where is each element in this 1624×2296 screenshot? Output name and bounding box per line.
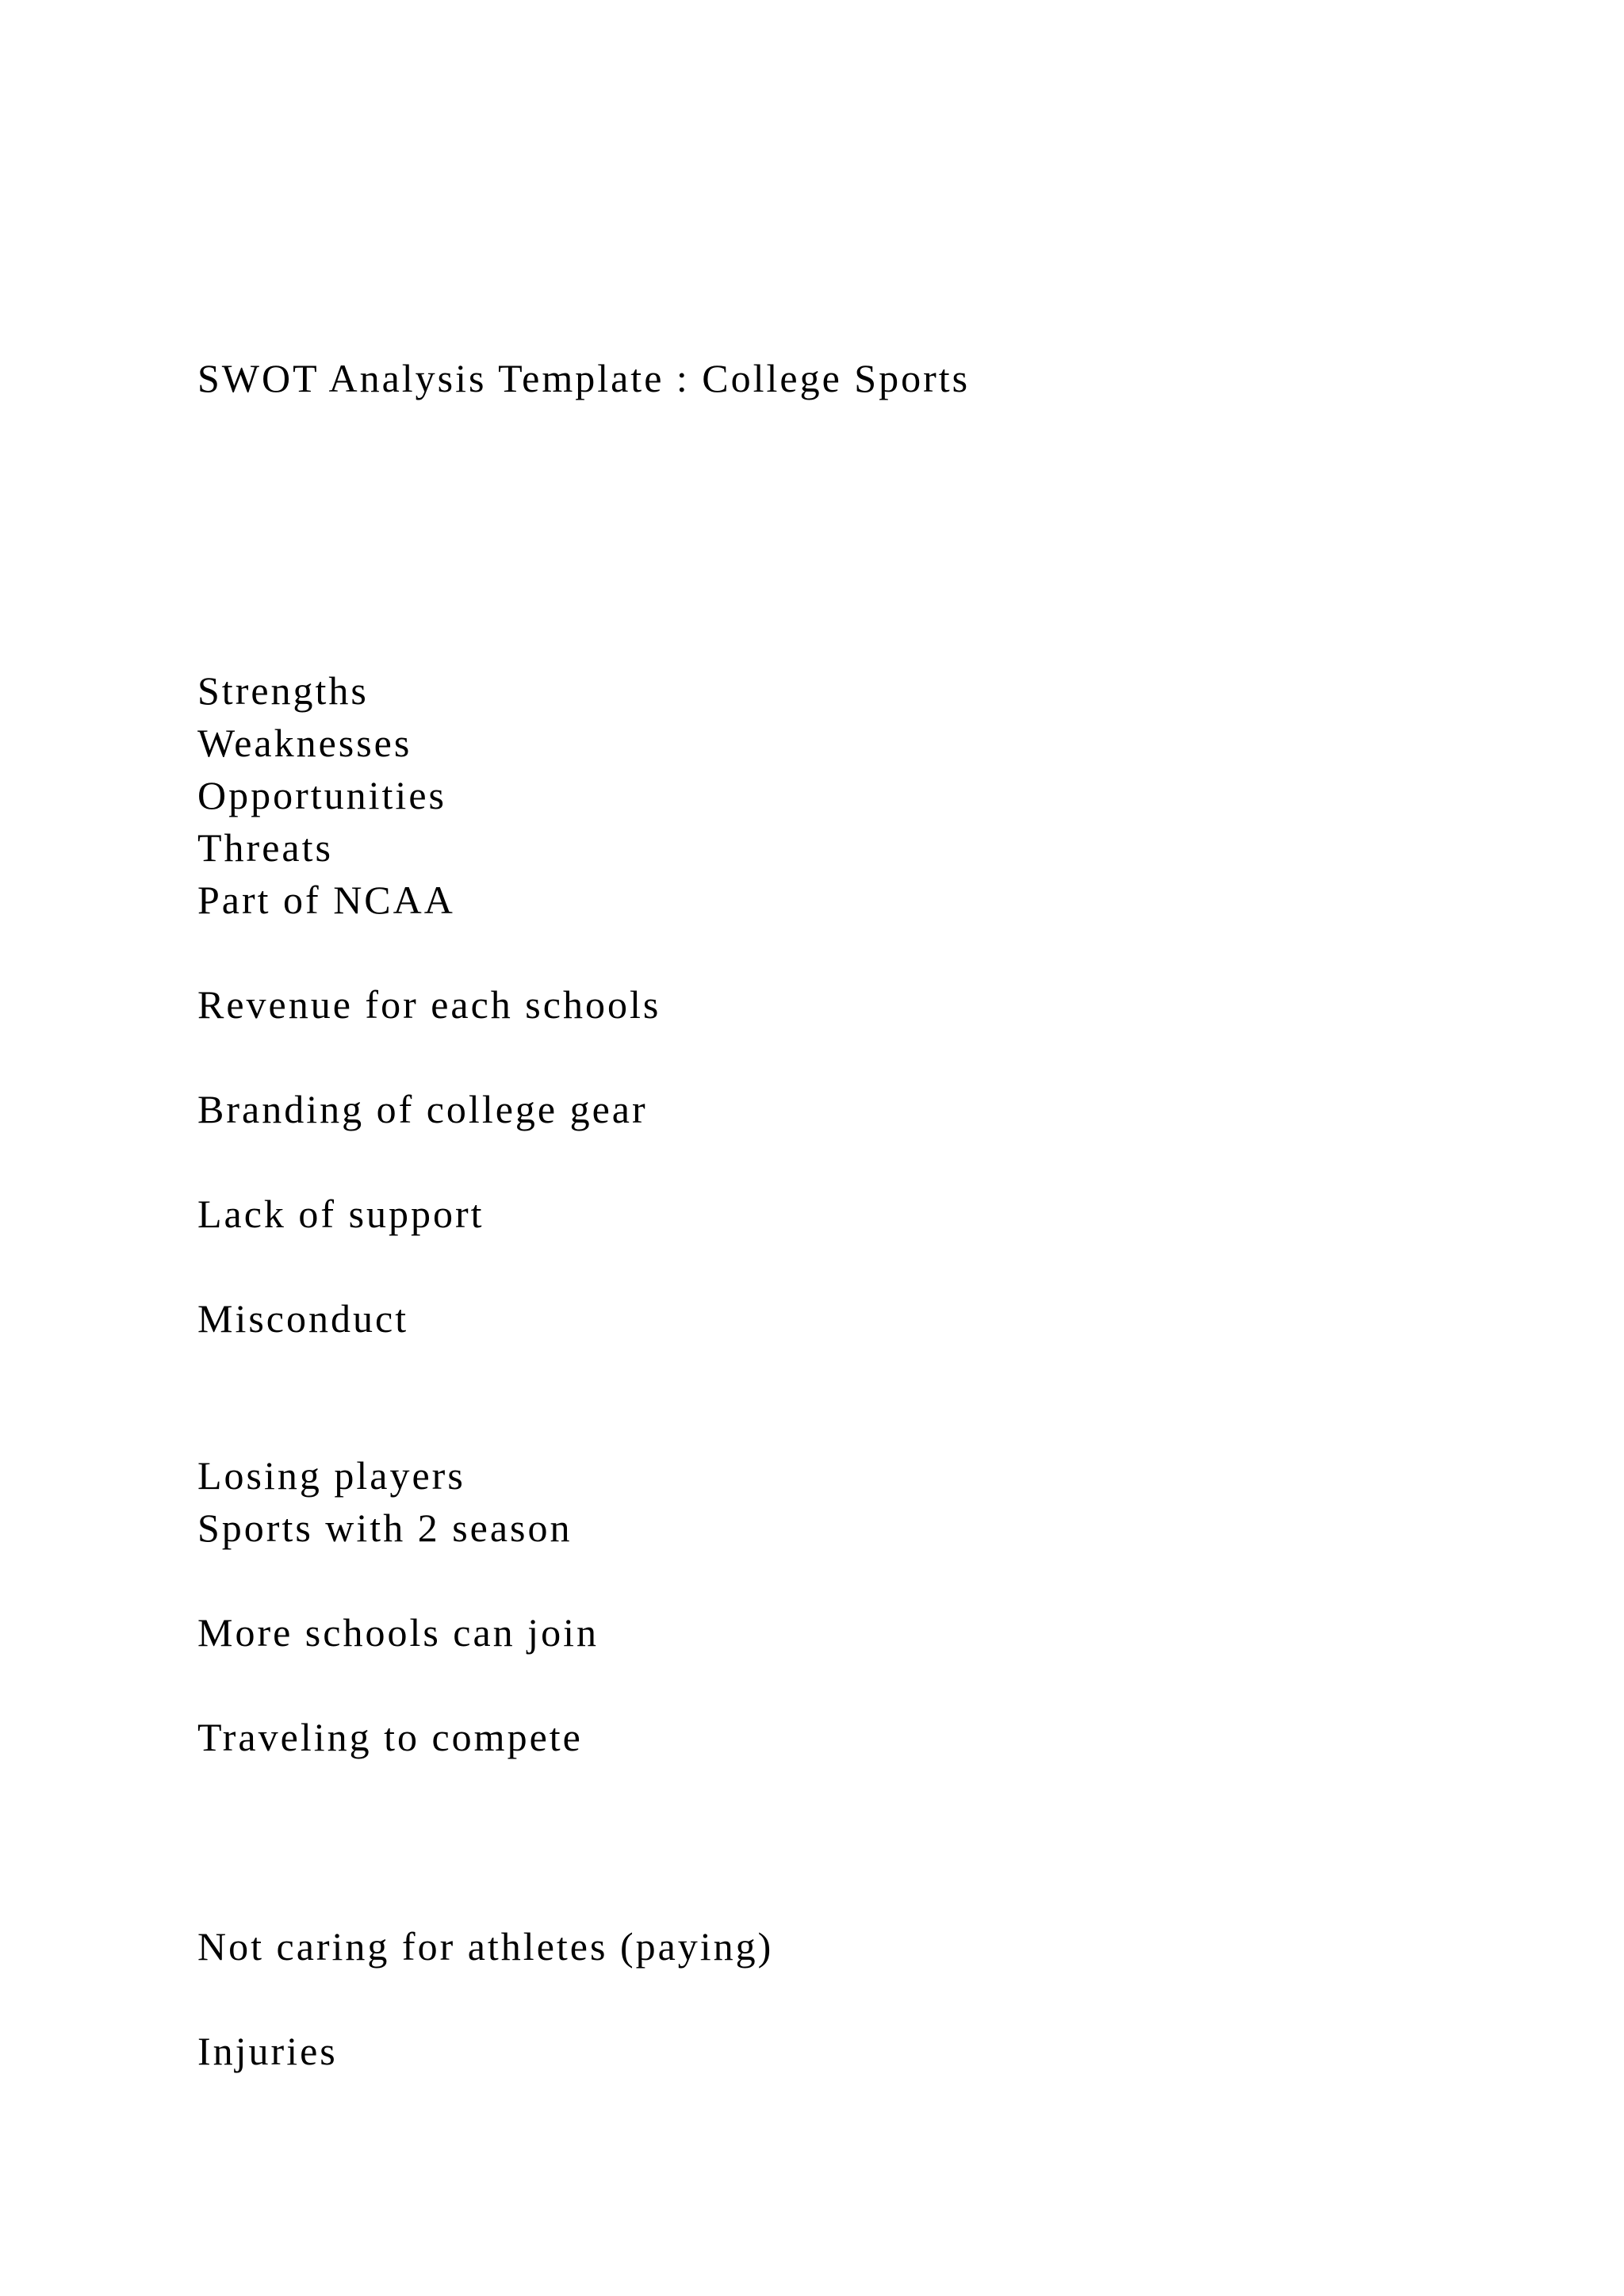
- text-line: Not caring for athletes (paying): [197, 1924, 774, 1969]
- text-line: Traveling to compete: [197, 1715, 583, 1759]
- swot-heading-threats: Threats: [197, 825, 333, 870]
- text-line: Sports with 2 season: [197, 1506, 573, 1550]
- text-line: More schools can join: [197, 1610, 599, 1655]
- swot-heading-opportunities: Opportunities: [197, 773, 446, 817]
- text-line: Lack of support: [197, 1192, 485, 1236]
- swot-heading-weaknesses: Weaknesses: [197, 721, 412, 765]
- text-line: Misconduct: [197, 1296, 409, 1341]
- text-line: Part of NCAA: [197, 878, 455, 922]
- text-line: Branding of college gear: [197, 1087, 648, 1131]
- text-line: Losing players: [197, 1453, 465, 1498]
- document-title: SWOT Analysis Template : College Sports: [197, 356, 971, 400]
- text-line: Injuries: [197, 2029, 338, 2073]
- swot-heading-strengths: Strengths: [197, 668, 369, 713]
- text-line: Revenue for each schools: [197, 982, 661, 1027]
